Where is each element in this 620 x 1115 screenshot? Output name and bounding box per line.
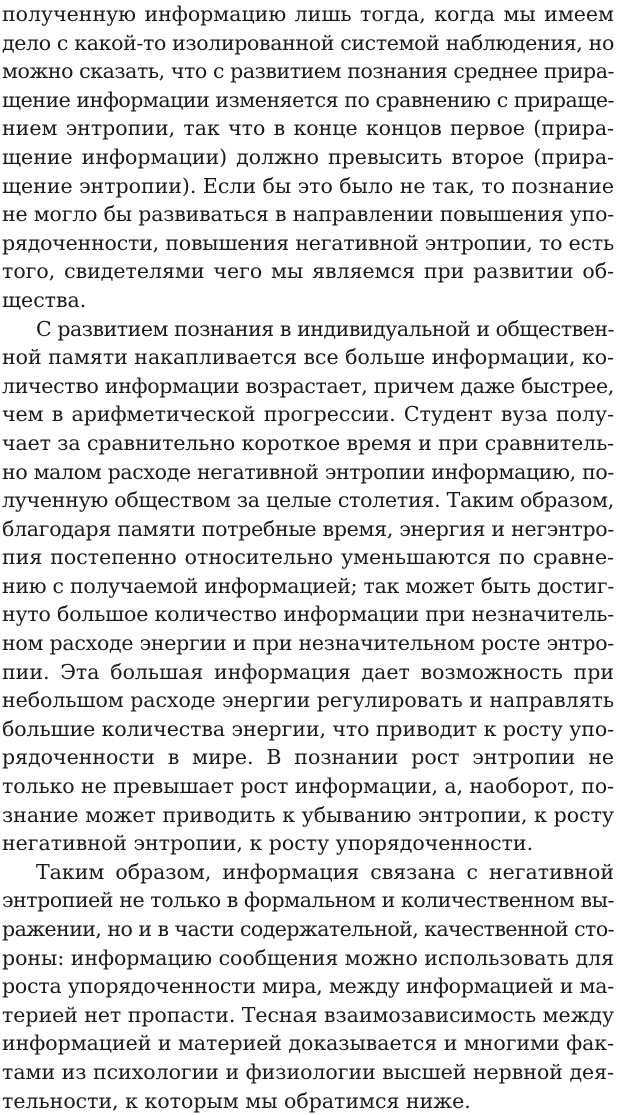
text-line: не могло бы развиваться в направлении повышения упо-: [2, 202, 614, 227]
text-line: но малом расходе негативной энтропии информацию, по-: [2, 459, 614, 484]
text-line: личество информации возрастает, причем даже быстрее,: [2, 373, 614, 398]
text-line: нуто большое количество информации при незначитель-: [2, 602, 614, 627]
text-line: Таким образом, информация связана с негативной: [36, 859, 614, 884]
text-line: ражении, но и в части содержательной, качественной сто-: [2, 917, 614, 941]
text-line: тельности, к которым мы обратимся ниже.: [2, 1088, 471, 1113]
text-line: пии. Эта большая информация дает возможность при: [2, 659, 614, 684]
text-line: полученную информацию лишь тогда, когда мы имеем: [2, 2, 614, 26]
text-line: чем в арифметической прогрессии. Студент вуза полу-: [2, 402, 614, 427]
text-line: нию с получаемой информацией; так может быть достиг-: [2, 573, 614, 598]
text-line: чает за сравнительно короткое время и при сравнитель-: [2, 430, 614, 455]
text-line: С развитием познания в индивидуальной и обществен-: [36, 316, 614, 341]
text-line: информацией и материей доказывается и многими фак-: [2, 1031, 614, 1056]
text-line: большие количества энергии, что приводит к росту упо-: [2, 716, 614, 741]
paragraph-1: [2, 0, 614, 315]
paragraph-2: [2, 315, 614, 858]
text-line: рядоченности, повышения негативной энтропии, то есть: [2, 230, 614, 255]
text-line: благодаря памяти потребные время, энергия и негэнтро-: [2, 516, 614, 541]
text-line: только не превышает рост информации, а, наоборот, по-: [2, 774, 614, 799]
text-line: энтропией не только в формальном и количественном вы-: [2, 888, 614, 913]
text-line: тами из психологии и физиологии высшей нервной дея-: [2, 1059, 614, 1084]
text-line: щества.: [2, 287, 87, 312]
text-line: рядоченности в мире. В познании рост энтропии не: [2, 745, 614, 770]
text-line: можно сказать, что с развитием познания среднее прира-: [2, 59, 614, 84]
text-line: лученную обществом за целые столетия. Таким образом,: [2, 488, 614, 513]
body-text: [2, 0, 614, 1115]
text-line: роны: информацию сообщения можно использовать для: [2, 945, 614, 970]
text-line: терией нет пропасти. Тесная взаимозависимость между: [2, 1002, 614, 1027]
text-line: ном расходе энергии и при незначительном росте энтро-: [2, 631, 614, 656]
text-line: ной памяти накапливается все больше информации, ко-: [2, 345, 614, 370]
text-line: того, свидетелями чего мы являемся при развитии об-: [2, 259, 614, 284]
text-line: щение информации) должно превысить второе (прира-: [2, 144, 614, 169]
text-line: пия постепенно относительно уменьшаются по сравне-: [2, 545, 614, 570]
text-line: дело с какой-то изолированной системой наблюдения, но: [2, 30, 614, 55]
text-line: роста упорядоченности мира, между информацией и ма-: [2, 974, 614, 999]
text-line: щение информации изменяется по сравнению с прираще-: [2, 87, 614, 112]
text-line: негативной энтропии, к росту упорядоченности.: [2, 831, 534, 856]
text-line: нием энтропии, так что в конце концов первое (прира-: [2, 116, 614, 141]
paragraph-3: [2, 858, 614, 1115]
text-line: щение энтропии). Если бы это было не так, то познание: [2, 173, 614, 198]
text-line: небольшом расходе энергии регулировать и направлять: [2, 688, 614, 713]
text-line: знание может приводить к убыванию энтропии, к росту: [2, 802, 614, 827]
